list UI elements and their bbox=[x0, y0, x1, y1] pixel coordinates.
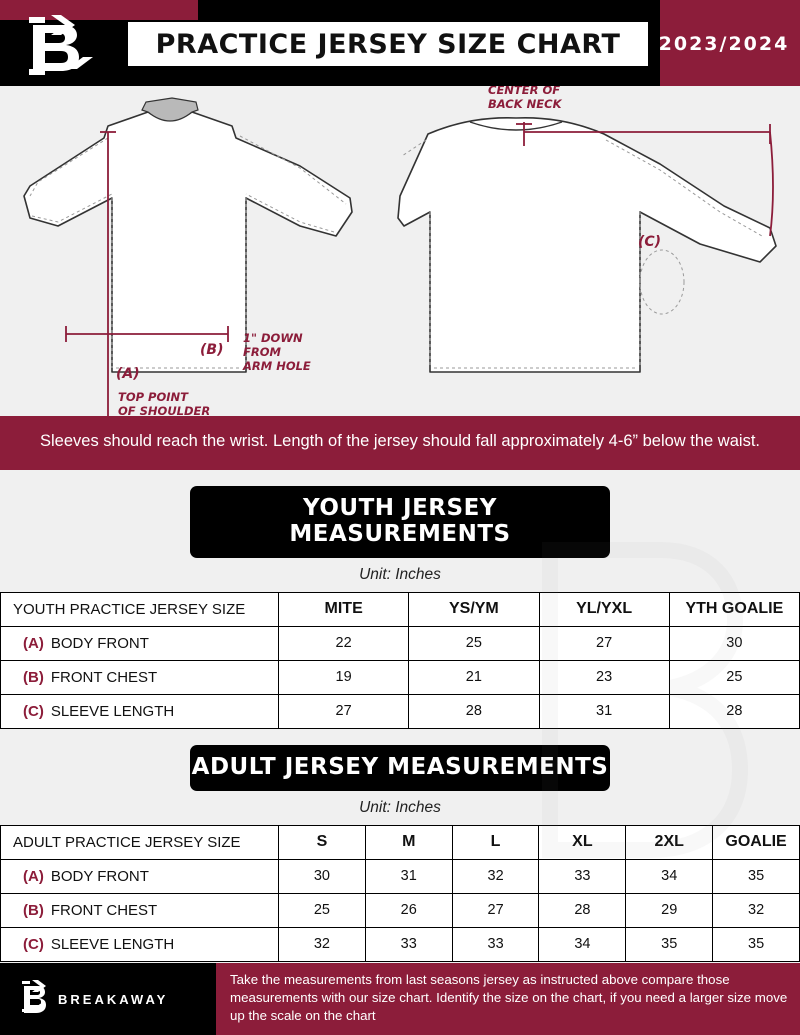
breakaway-b-logo-icon bbox=[20, 979, 50, 1019]
table-row bbox=[1, 893, 800, 927]
label-c-note-1: CENTER OF bbox=[488, 86, 561, 97]
row-text-b: FRONT CHEST bbox=[50, 668, 158, 686]
row-text-c: SLEEVE LENGTH bbox=[50, 702, 175, 720]
youth-header-size: YOUTH PRACTICE JERSEY SIZE bbox=[1, 592, 279, 626]
label-a-note-1: TOP POINT bbox=[118, 390, 189, 404]
season-year-badge: 2023/2024 bbox=[658, 33, 790, 55]
row-text-a: BODY FRONT bbox=[50, 867, 149, 885]
row-tag-b: (B) bbox=[23, 668, 44, 686]
label-c: (C) bbox=[638, 234, 662, 250]
adult-table-header-row bbox=[1, 825, 800, 859]
adult-section-heading: ADULT JERSEY MEASUREMENTS bbox=[190, 745, 610, 791]
table-row bbox=[1, 660, 800, 694]
adult-b-l: 27 bbox=[452, 893, 539, 927]
adult-a-xl: 33 bbox=[539, 859, 626, 893]
adult-b-2xl: 29 bbox=[626, 893, 713, 927]
adult-header-l: L bbox=[452, 825, 539, 859]
page-footer bbox=[0, 963, 800, 1035]
label-b-note-1: 1" DOWN bbox=[243, 331, 303, 345]
adult-b-goalie: 32 bbox=[713, 893, 800, 927]
jersey-illustration bbox=[0, 86, 800, 416]
adult-b-s: 25 bbox=[279, 893, 366, 927]
footer-instructions: Take the measurements from last seasons jersey as instructed above compare those measurements with our size chart. Identify the size on the chart, if you need a larger size move up the scale on the chart bbox=[216, 963, 800, 1035]
youth-a-mite: 22 bbox=[279, 626, 409, 660]
youth-header-mite: MITE bbox=[279, 592, 409, 626]
row-tag-b: (B) bbox=[23, 901, 44, 919]
row-text-b: FRONT CHEST bbox=[50, 901, 158, 919]
youth-row-label-c bbox=[1, 694, 279, 728]
table-row bbox=[1, 927, 800, 961]
youth-c-mite: 27 bbox=[279, 694, 409, 728]
row-text-a: BODY FRONT bbox=[50, 634, 149, 652]
table-row bbox=[1, 694, 800, 728]
adult-header-2xl: 2XL bbox=[626, 825, 713, 859]
adult-section bbox=[0, 745, 800, 962]
label-b-note-2: FROM bbox=[243, 345, 281, 359]
adult-c-s: 32 bbox=[279, 927, 366, 961]
row-tag-c: (C) bbox=[23, 702, 44, 720]
youth-header-ysym: YS/YM bbox=[409, 592, 539, 626]
row-tag-a: (A) bbox=[23, 634, 44, 652]
adult-row-label-b bbox=[1, 893, 279, 927]
youth-unit-label: Unit: Inches bbox=[359, 565, 441, 583]
adult-row-label-c bbox=[1, 927, 279, 961]
back-jersey-drawing bbox=[398, 118, 776, 372]
adult-unit-label: Unit: Inches bbox=[359, 798, 441, 816]
youth-b-ysym: 21 bbox=[409, 660, 539, 694]
adult-header-size: ADULT PRACTICE JERSEY SIZE bbox=[1, 825, 279, 859]
adult-c-2xl: 35 bbox=[626, 927, 713, 961]
row-tag-a: (A) bbox=[23, 867, 44, 885]
youth-a-ylyxl: 27 bbox=[539, 626, 669, 660]
adult-header-s: S bbox=[279, 825, 366, 859]
youth-a-ysym: 25 bbox=[409, 626, 539, 660]
youth-c-goalie: 28 bbox=[669, 694, 799, 728]
adult-b-xl: 28 bbox=[539, 893, 626, 927]
adult-c-m: 33 bbox=[365, 927, 452, 961]
youth-header-goalie: YTH GOALIE bbox=[669, 592, 799, 626]
youth-b-goalie: 25 bbox=[669, 660, 799, 694]
label-a-note-2: OF SHOULDER bbox=[118, 404, 211, 416]
youth-b-ylyxl: 23 bbox=[539, 660, 669, 694]
label-c-note-2: BACK NECK bbox=[488, 97, 562, 111]
adult-row-label-a bbox=[1, 859, 279, 893]
footer-brand-name: BREAKAWAY bbox=[58, 991, 169, 1007]
adult-header-xl: XL bbox=[539, 825, 626, 859]
page-title-text: PRACTICE JERSEY SIZE CHART bbox=[155, 28, 621, 60]
label-a: (A) bbox=[116, 366, 140, 382]
table-row bbox=[1, 626, 800, 660]
adult-a-2xl: 34 bbox=[626, 859, 713, 893]
youth-header-ylyxl: YL/YXL bbox=[539, 592, 669, 626]
adult-header-goalie: GOALIE bbox=[713, 825, 800, 859]
adult-c-goalie: 35 bbox=[713, 927, 800, 961]
youth-measurements-table bbox=[0, 592, 800, 729]
label-b: (B) bbox=[200, 342, 224, 358]
table-row bbox=[1, 859, 800, 893]
youth-section bbox=[0, 486, 800, 729]
youth-row-label-a bbox=[1, 626, 279, 660]
adult-a-goalie: 35 bbox=[713, 859, 800, 893]
adult-a-m: 31 bbox=[365, 859, 452, 893]
youth-table-header-row bbox=[1, 592, 800, 626]
fit-note-bar: Sleeves should reach the wrist. Length of the jersey should fall approximately 4-6” below the waist. bbox=[0, 416, 800, 470]
page-title bbox=[128, 22, 648, 66]
adult-header-m: M bbox=[365, 825, 452, 859]
adult-a-s: 30 bbox=[279, 859, 366, 893]
page-header bbox=[0, 0, 800, 86]
label-b-note-3: ARM HOLE bbox=[243, 359, 311, 373]
youth-row-label-b bbox=[1, 660, 279, 694]
youth-a-goalie: 30 bbox=[669, 626, 799, 660]
breakaway-b-logo-icon bbox=[14, 10, 124, 82]
adult-a-l: 32 bbox=[452, 859, 539, 893]
adult-measurements-table bbox=[0, 825, 800, 962]
footer-brand-block bbox=[0, 963, 216, 1035]
adult-c-xl: 34 bbox=[539, 927, 626, 961]
adult-c-l: 33 bbox=[452, 927, 539, 961]
adult-b-m: 26 bbox=[365, 893, 452, 927]
row-text-c: SLEEVE LENGTH bbox=[50, 935, 175, 953]
youth-b-mite: 19 bbox=[279, 660, 409, 694]
youth-section-heading: YOUTH JERSEY MEASUREMENTS bbox=[190, 486, 610, 558]
youth-c-ysym: 28 bbox=[409, 694, 539, 728]
youth-c-ylyxl: 31 bbox=[539, 694, 669, 728]
row-tag-c: (C) bbox=[23, 935, 44, 953]
